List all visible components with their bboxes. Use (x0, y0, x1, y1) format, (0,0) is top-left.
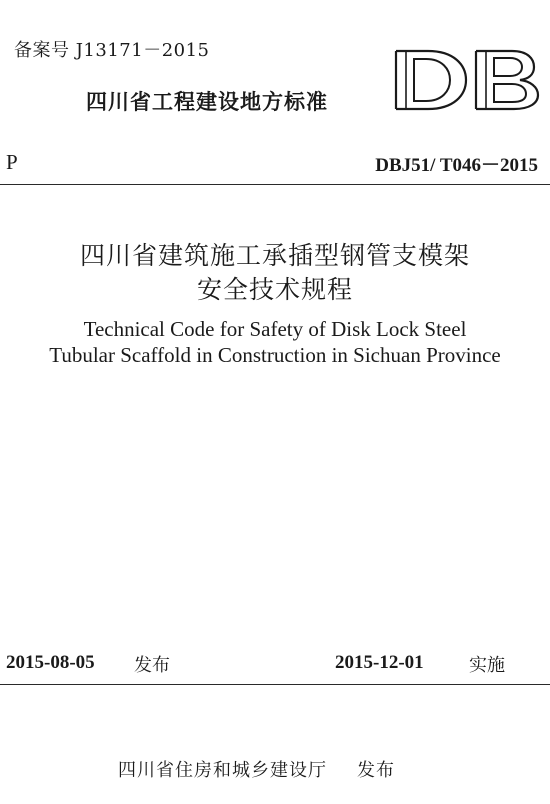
standard-type: 四川省工程建设地方标准 (86, 90, 328, 114)
publish-label: 发布 (357, 760, 395, 781)
title-zh-line2: 安全技术规程 (196, 275, 353, 304)
title-en-line2: Tubular Scaffold in Construction in Sichuan Province (49, 343, 501, 367)
title-en-line1: Technical Code for Safety of Disk Lock Steel (83, 317, 467, 341)
issue-label: 发布 (134, 655, 170, 676)
publisher-name: 四川省住房和城乡建设厅 (118, 760, 327, 781)
issue-date: 2015-08-05 (6, 652, 95, 673)
standard-code: DBJ51/ T046－2015 (375, 155, 538, 176)
implement-label: 实施 (469, 655, 505, 676)
db-logo (392, 45, 542, 115)
filing-number: 备案号 J13171－2015 (14, 40, 210, 61)
title-zh-line1: 四川省建筑施工承插型钢管支模架 (79, 241, 470, 270)
publisher (118, 756, 395, 782)
title-block (0, 240, 550, 368)
bottom-divider (0, 684, 550, 685)
top-divider (0, 184, 550, 185)
title-en (0, 316, 550, 368)
classification-letter: P (6, 150, 18, 174)
implement-date: 2015-12-01 (335, 652, 424, 673)
